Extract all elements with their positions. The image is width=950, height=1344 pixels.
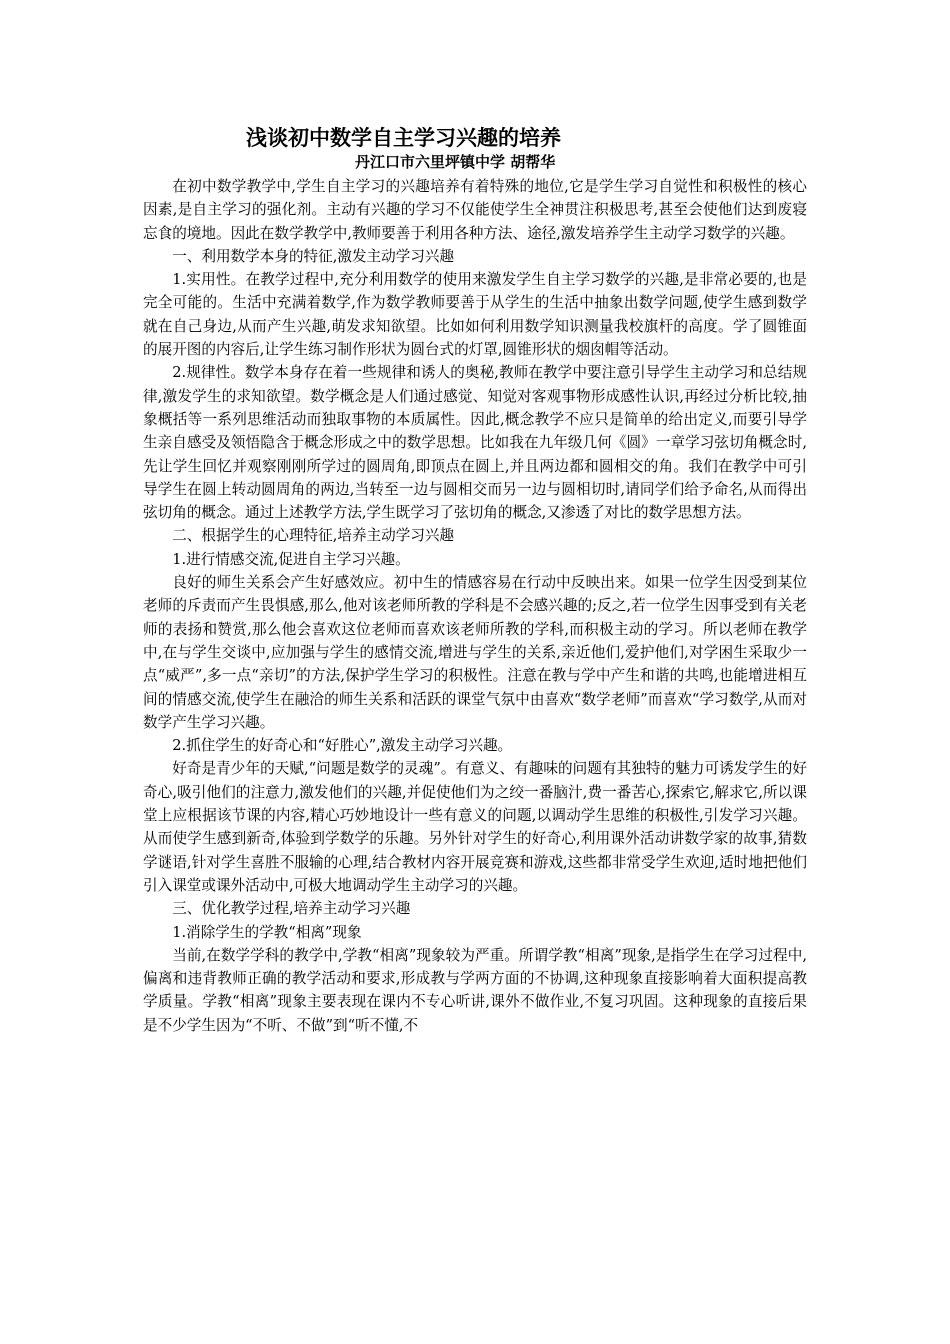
document-title: 浅谈初中数学自主学习兴趣的培养 xyxy=(246,126,561,150)
document-body xyxy=(143,175,807,1037)
paragraph-practicality: 1.实用性。在教学过程中,充分利用数学的使用来激发学生自主学习数学的兴趣,是非常必要的,也是完全可能的。生活中充满着数学,作为数学教师要善于从学生的生活中抽象出数学问题,使学生感到数学就在自己身边,从而产生兴趣,萌发求知欲望。比如如何利用数学知识测量我校旗杆的高度。学了圆锥面的展开图的内容后,让学生练习制作形状为圆台式的灯罩,圆锥形状的烟囱帽等活动。 xyxy=(143,271,807,359)
subheading-separation: 1.消除学生的学教“相离”现象 xyxy=(172,923,362,941)
section-heading-1: 一、利用数学本身的特征,激发主动学习兴趣 xyxy=(172,247,455,265)
section-heading-2: 二、根据学生的心理特征,培养主动学习兴趣 xyxy=(172,527,455,545)
paragraph-separation: 当前,在数学学科的教学中,学教“相离”现象较为严重。所谓学教“相离”现象,是指学生在学习过程中,偏离和违背教师正确的教学活动和要求,形成教与学两方面的不协调,这种现象直接影响着大面积提高教学质量。学教“相离”现象主要表现在课内不专心听讲,课外不做作业,不复习巩固。这种现象的直接后果是不少学生因为“不听、不做”到“听不懂,不 xyxy=(143,946,807,1034)
section-heading-3: 三、优化教学过程,培养主动学习兴趣 xyxy=(172,900,411,918)
paragraph-curiosity: 好奇是青少年的天赋,“问题是数学的灵魂”。有意义、有趣味的问题有其独特的魅力可诱发学生的好奇心,吸引他们的注意力,激发他们的兴趣,并促使他们为之绞一番脑汁,费一番苦心,探索它,解求它,所以课堂上应根据该节课的内容,精心巧妙地设计一些有意义的问题,以调动学生思维的积极性,引发学习兴趣。从而使学生感到新奇,体验到学数学的乐趣。另外针对学生的好奇心,利用课外活动讲数学家的故事,猜数学谜语,针对学生喜胜不服输的心理,结合教材内容开展竞赛和游戏,这些都非常受学生欢迎,适时地把他们引入课堂或课外活动中,可极大地调动学生主动学习的兴趣。 xyxy=(143,760,807,894)
paragraph-regularity: 2.规律性。数学本身存在着一些规律和诱人的奥秘,教师在教学中要注意引导学生主动学习和总结规律,激发学生的求知欲望。数学概念是人们通过感觉、知觉对客观事物形成感性认识,再经过分析比较,抽象概括等一系列思维活动而独取事物的本质属性。因此,概念教学不应只是简单的给出定义,而要引导学生亲自感受及领悟隐含于概念形成之中的数学思想。比如我在九年级几何《圆》一章学习弦切角概念时,先让学生回忆并观察刚刚所学过的圆周角,即顶点在圆上,并且两边都和圆相交的角。我们在教学中可引导学生在圆上转动圆周角的两边,当转至一边与圆相交而另一边与圆相切时,请同学们给予命名,从而得出弦切角的概念。通过上述教学方法,学生既学习了弦切角的概念,又渗透了对比的数学思想方法。 xyxy=(143,364,807,522)
paragraph-teacher-student-relationship: 良好的师生关系会产生好感效应。初中生的情感容易在行动中反映出来。如果一位学生因受到某位老师的斥责而产生畏惧感,那么,他对该老师所教的学科是不会感兴趣的;反之,若一位学生因事受到有关老师的表扬和赞赏,那么他会喜欢这位老师而喜欢该老师所教的学科,而积极主动的学习。所以老师在教学中,在与学生交谈中,应加强与学生的感情交流,增进与学生的关系,亲近他们,爱护他们,对学困生采取少一点“威严”,多一点“亲切”的方法,保护学生学习的积极性。注意在教与学中产生和谐的共鸣,也能增进相互间的情感交流,使学生在融洽的师生关系和活跃的课堂气氛中由喜欢“数学老师”而喜欢“学习数学,从而对数学产生学习兴趣。 xyxy=(143,574,807,731)
subheading-curiosity: 2.抓住学生的好奇心和“好胜心”,激发主动学习兴趣。 xyxy=(172,737,513,755)
paragraph-intro: 在初中数学教学中,学生自主学习的兴趣培养有着特殊的地位,它是学生学习自觉性和积极性的核心因素,是自主学习的强化剂。主动有兴趣的学习不仅能使学生全神贯注积极思考,甚至会使他们达到废寝忘食的境地。因此在数学教学中,教师要善于利用各种方法、途径,激发培养学生主动学习数学的兴趣。 xyxy=(143,178,807,242)
document-author: 丹江口市六里坪镇中学 胡帮华 xyxy=(355,153,556,171)
subheading-emotional-exchange: 1.进行情感交流,促进自主学习兴趣。 xyxy=(172,550,410,568)
